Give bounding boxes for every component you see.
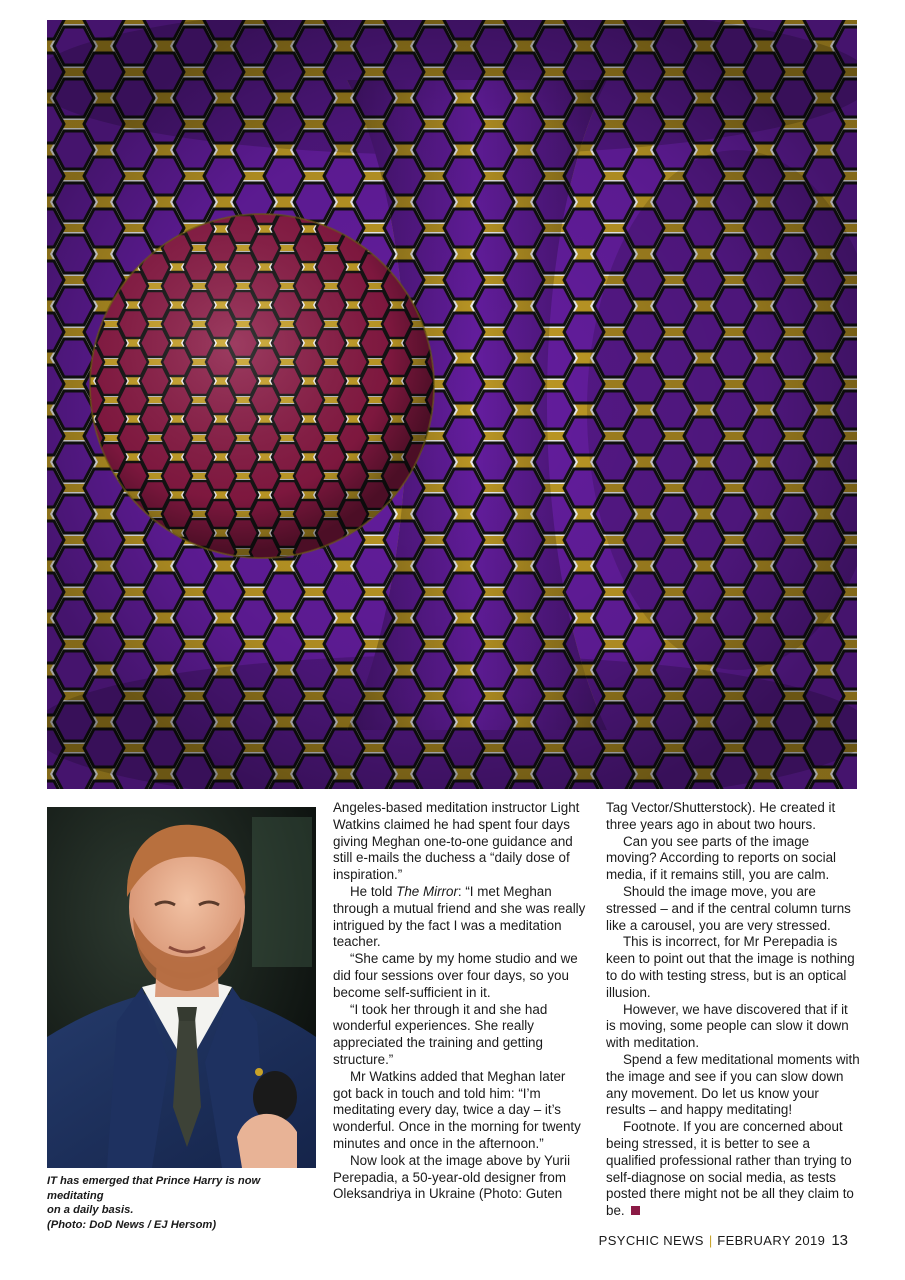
- paragraph: Should the image move, you are stressed – and if the central column turns like a carousel, you are very stressed.: [606, 883, 851, 933]
- issue-date: FEBRUARY 2019: [717, 1233, 826, 1248]
- paragraph: Angeles-based meditation instructor Light Watkins claimed he had spent four days giving Meghan one-to-one guidance and still e-mails the duchess a “daily dose of inspiration.”: [333, 800, 580, 883]
- page-footer: [599, 1232, 848, 1249]
- page-number: 13: [831, 1232, 848, 1249]
- paragraph-text: Footnote. If you are concerned about being stressed, it is better to see a qualified professional rather than trying to self-diagnose on social media, as tests posted there might not be all they claim to be.: [606, 1119, 854, 1219]
- paragraph: This is incorrect, for Mr Perepadia is keen to point out that the image is nothing to do with testing stress, but is an optical illusion.: [606, 934, 855, 1000]
- rotating-snakes-illusion-icon: [47, 20, 857, 789]
- article-column-right: [606, 800, 860, 1220]
- caption-line: on a daily basis.: [47, 1204, 134, 1217]
- paragraph: Now look at the image above by Yurii Perepadia, a 50-year-old designer from Oleksandriya in Ukraine (Photo: Guten: [333, 1152, 571, 1202]
- paragraph: Spend a few meditational moments with the image and see if you can slow down any movement. Do let us know your results – and happy meditating!: [606, 1051, 860, 1118]
- publication-name: PSYCHIC NEWS: [598, 1233, 704, 1248]
- paragraph-final: [606, 1119, 860, 1220]
- paragraph-rest: : “I met Meghan through a mutual friend and she was really intrigued by the fact I was a meditation teacher.: [333, 883, 586, 950]
- caption-line: IT has emerged that Prince Harry is now meditating: [47, 1175, 261, 1202]
- end-mark-icon: [631, 1206, 640, 1215]
- paragraph: “I took her through it and she had wonderful experiences. She really appreciated the training and getting structure.”: [333, 1001, 548, 1067]
- photo-caption: [47, 1174, 319, 1232]
- paragraph-lead: He told: [350, 883, 397, 899]
- optical-illusion-image: [47, 20, 857, 789]
- paragraph: Mr Watkins added that Meghan later got back in touch and told him: “I’m meditating every day, twice a day – it’s wonderful. Once in the morning for twenty minutes and once in the afternoon.”: [333, 1068, 581, 1151]
- paragraph: However, we have discovered that if it is moving, some people can slow it down with meditation.: [606, 1001, 849, 1051]
- footer-separator: |: [708, 1233, 713, 1248]
- source-name: The Mirror: [396, 883, 458, 899]
- paragraph: Can you see parts of the image moving? According to reports on social media, if it remains still, you are calm.: [606, 833, 836, 883]
- paragraph: “She came by my home studio and we did four sessions over four days, so you become self-sufficient in it.: [333, 951, 578, 1000]
- portrait-photo: [47, 807, 316, 1168]
- paragraph: Tag Vector/Shutterstock). He created it three years ago in about two hours.: [606, 800, 836, 832]
- paragraph: [333, 884, 587, 951]
- caption-credit: (Photo: DoD News / EJ Hersom): [47, 1218, 217, 1231]
- article-column-middle: [333, 800, 587, 1203]
- portrait-photo-icon: [47, 807, 316, 1168]
